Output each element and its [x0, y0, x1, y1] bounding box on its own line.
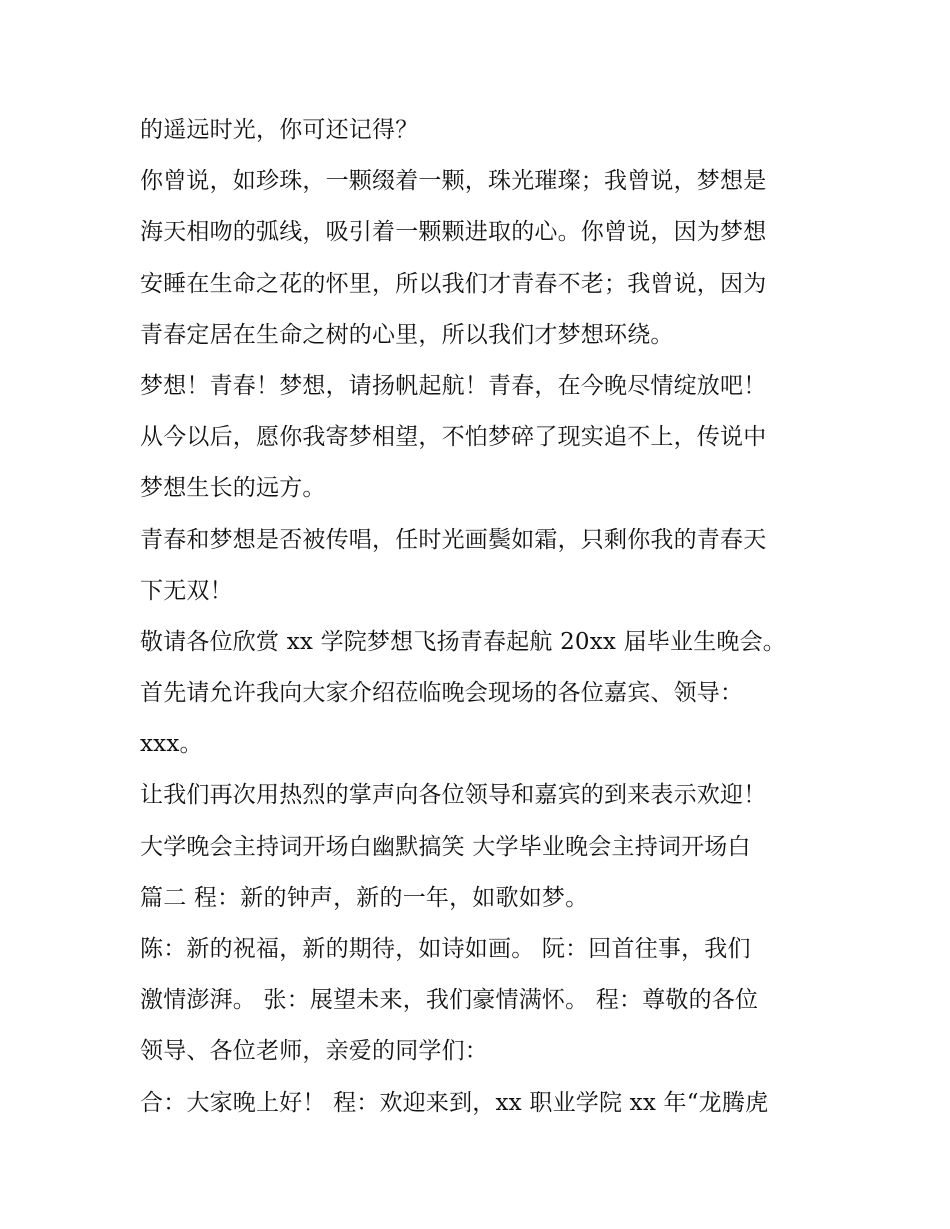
text-line: 青春定居在生命之树的心里，所以我们才梦想环绕。	[140, 321, 674, 348]
text-line: 你曾说，如珍珠，一颗缀着一颗，珠光璀璨；我曾说，梦想是	[140, 168, 767, 195]
text-line: 梦想！青春！梦想，请扬帆起航！青春，在今晚尽情绽放吧！	[140, 372, 767, 399]
text-line: 的遥远时光，你可还记得？	[140, 117, 419, 143]
text-line: 安睡在生命之花的怀里，所以我们才青春不老；我曾说，因为	[140, 270, 767, 297]
text-line: 篇二 程：新的钟声，新的一年，如歌如梦。	[140, 884, 589, 911]
text-line: 让我们再次用热烈的掌声向各位领导和嘉宾的到来表示欢迎！	[140, 782, 767, 809]
text-line: 梦想生长的远方。	[140, 475, 326, 502]
text-line: 陈：新的祝福，新的期待，如诗如画。 阮：回首往事，我们	[140, 936, 751, 962]
text-line: 大学晚会主持词开场白幽默搞笑 大学毕业晚会主持词开场白	[140, 833, 751, 860]
text-line: 青春和梦想是否被传唱，任时光画鬓如霜，只剩你我的青春天	[140, 526, 767, 553]
text-line: 从今以后，愿你我寄梦相望，不怕梦碎了现实追不上，传说中	[140, 424, 767, 451]
text-line: 敬请各位欣赏 xx 学院梦想飞扬青春起航 20xx 届毕业生晚会。	[140, 628, 786, 655]
text-line: 激情澎湃。 张：展望未来，我们豪情满怀。 程：尊敬的各位	[140, 987, 759, 1014]
text-line: xxx。	[140, 731, 203, 758]
text-line: 领导、各位老师，亲爱的同学们：	[140, 1038, 488, 1065]
document-body	[140, 105, 820, 1129]
text-line: 首先请允许我向大家介绍莅临晚会现场的各位嘉宾、领导：	[140, 680, 744, 707]
text-line: 合：大家晚上好！ 程：欢迎来到，xx 职业学院 xx 年“龙腾虎	[140, 1089, 769, 1116]
text-line: 下无双！	[140, 577, 233, 604]
text-line: 海天相吻的弧线，吸引着一颗颗进取的心。你曾说，因为梦想	[140, 219, 767, 246]
